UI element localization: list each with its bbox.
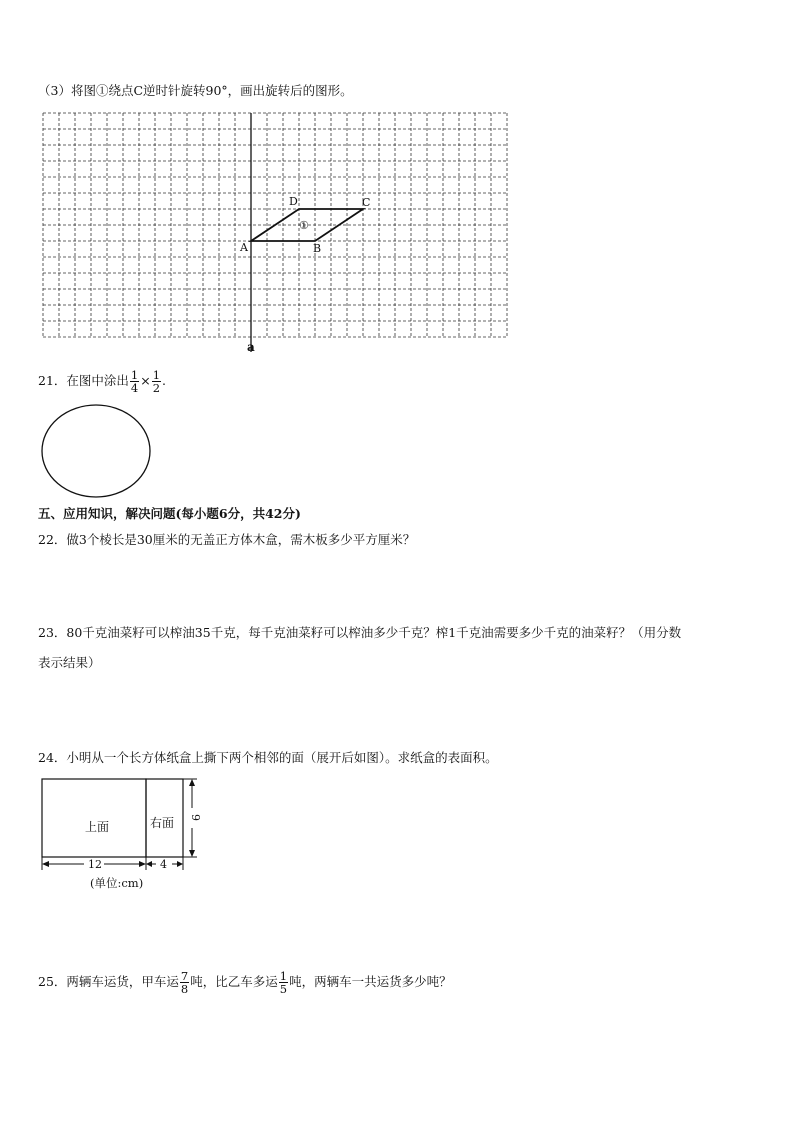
section-5-heading: 五、应用知识，解决问题(每小题6分，共42分) bbox=[38, 506, 301, 521]
dim-width-label: 12 bbox=[88, 858, 102, 871]
right-face-label: 右面 bbox=[150, 816, 175, 830]
dashed-grid bbox=[43, 113, 507, 337]
q21-fraction-1: $\frac{1}{4}$ bbox=[130, 368, 139, 395]
vertex-c-label: C bbox=[362, 196, 371, 209]
q21-suffix: . bbox=[162, 373, 167, 388]
q25-fraction-2: $\frac{1}{5}$ bbox=[279, 969, 288, 996]
top-face-label: 上面 bbox=[85, 820, 110, 834]
q25-suffix: 吨，两辆车一共运货多少吨？ bbox=[289, 974, 452, 989]
dim-height-label: 9 bbox=[189, 814, 202, 821]
q25-prefix: 25．两辆车运货，甲车运 bbox=[38, 974, 179, 989]
q21-prefix: 21．在图中涂出 bbox=[38, 373, 129, 388]
shape-number-label: ① bbox=[299, 219, 309, 232]
q25-middle: 吨，比乙车多运 bbox=[190, 974, 278, 989]
box-net-figure bbox=[42, 779, 202, 890]
q25-text bbox=[38, 970, 452, 995]
right-face-rect bbox=[146, 779, 183, 857]
q21-times-sign: × bbox=[140, 373, 151, 388]
dim-side-label: 4 bbox=[160, 858, 167, 871]
q25-fraction-1: $\frac{7}{8}$ bbox=[180, 969, 189, 996]
q24-text: 24．小明从一个长方体纸盒上撕下两个相邻的面（展开后如图）。求纸盒的表面积。 bbox=[38, 750, 498, 765]
q21-fraction-2: $\frac{1}{2}$ bbox=[152, 368, 161, 395]
unit-label: (单位:cm) bbox=[90, 876, 144, 890]
q21-text bbox=[38, 369, 166, 394]
vertex-d-label: D bbox=[289, 195, 298, 208]
top-face-rect bbox=[42, 779, 146, 857]
q20-3-text: （3）将图①绕点C逆时针旋转90°，画出旋转后的图形。 bbox=[38, 83, 353, 98]
circle-figure bbox=[42, 405, 150, 497]
vertex-a-label: A bbox=[240, 241, 248, 254]
axis-a-label: a bbox=[247, 340, 255, 354]
vertex-b-label: B bbox=[313, 242, 322, 255]
q23-text-line2: 表示结果） bbox=[38, 655, 101, 670]
q23-text-line1: 23．80千克油菜籽可以榨油35千克，每千克油菜籽可以榨油多少千克？榨1千克油需要多少千克的油菜籽？（用分数 bbox=[38, 625, 682, 640]
parallelogram-abcd bbox=[251, 209, 363, 241]
q22-text: 22．做3个棱长是30厘米的无盖正方体木盒，需木板多少平方厘米？ bbox=[38, 532, 416, 547]
